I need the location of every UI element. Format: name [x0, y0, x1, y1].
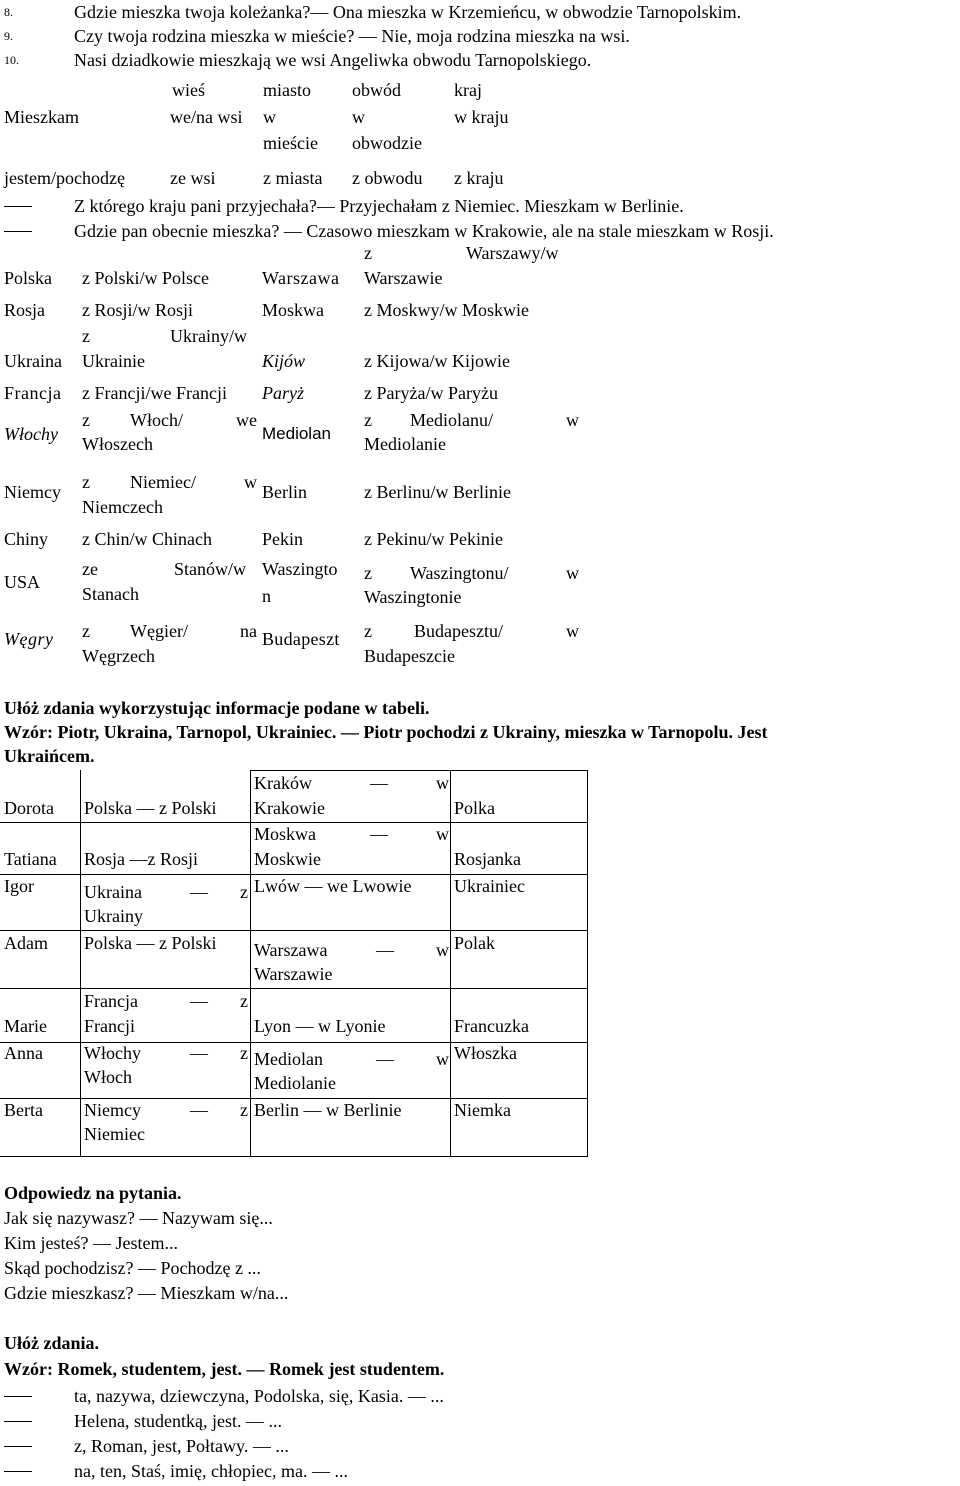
city-name: Kijów	[262, 351, 306, 371]
person-city-dash: —	[376, 1049, 394, 1069]
country-from-c: Ukrainie	[82, 351, 145, 371]
city-from-d: Mediolanie	[364, 434, 446, 454]
person-country-prep: z	[240, 882, 248, 902]
city-from-b: Mediolanu/	[410, 410, 493, 430]
country-from: z Francji/we Francji	[82, 383, 227, 403]
line-text: Nasi dziadkowie mieszkają we wsi Angeliwka obwodu Tarnopolskiego.	[74, 50, 592, 70]
country-name: Ukraina	[4, 351, 62, 371]
person-nationality: Polak	[454, 933, 496, 953]
person-country: Rosja —z Rosji	[84, 849, 199, 869]
task2-line: Jak się nazywasz? — Nazywam się...	[4, 1208, 273, 1228]
person-city-prep: w	[436, 773, 449, 793]
city-name: Paryż	[262, 383, 304, 403]
country-name: Włochy	[4, 424, 58, 444]
task3-example: Wzór: Romek, studentem, jest. — Romek jest studentem.	[4, 1359, 445, 1379]
cell-from-country: z kraju	[454, 168, 504, 188]
country-name: Polska	[4, 268, 53, 288]
person-city-a: Mediolan	[254, 1049, 323, 1069]
person-city-dash: —	[376, 940, 394, 960]
dash	[4, 1396, 32, 1397]
row-label-from: jestem/pochodzę	[4, 168, 125, 188]
person-city-b: Moskwie	[254, 849, 321, 869]
country-from-c: we	[236, 410, 257, 430]
dash	[4, 1421, 32, 1422]
person-country: Polska — z Polski	[84, 933, 217, 953]
person-name: Adam	[4, 933, 48, 953]
grid-line	[0, 1156, 588, 1157]
person-name: Tatiana	[4, 849, 57, 869]
country-from-b: Niemiec/	[130, 472, 196, 492]
city-name-b: n	[262, 586, 271, 606]
country-from-b: Ukrainy/w	[170, 326, 247, 346]
city-from-a: z	[364, 243, 372, 263]
task3-text: na, ten, Staś, imię, chłopiec, ma. — ...	[74, 1461, 348, 1481]
city-from-c: Warszawie	[364, 268, 443, 288]
person-name: Anna	[4, 1043, 43, 1063]
city-from-a: z	[364, 410, 372, 430]
person-country-dash: —	[190, 882, 208, 902]
dialog-text: Gdzie pan obecnie mieszka? — Czasowo mieszkam w Krakowie, ale na stale mieszkam w Rosji.	[74, 221, 774, 241]
cell-region-b: obwodzie	[352, 133, 422, 153]
country-name: Rosja	[4, 300, 46, 320]
header-country: kraj	[454, 80, 482, 100]
task1-example: Wzór: Piotr, Ukraina, Tarnopol, Ukrainiec. — Piotr pochodzi z Ukrainy, mieszka w Tarnopolu. Jest	[4, 722, 768, 742]
person-nationality: Rosjanka	[454, 849, 521, 869]
line-text: Gdzie mieszka twoja koleżanka?— Ona mieszka w Krzemieńcu, w obwodzie Tarnopolskim.	[74, 2, 742, 22]
line-number: 8.	[4, 5, 13, 19]
task1-title: Ułóż zdania wykorzystując informacje podane w tabeli.	[4, 698, 430, 718]
person-city: Berlin — w Berlinie	[254, 1100, 402, 1120]
country-from-a: z	[82, 472, 90, 492]
city-from-d: Waszingtonie	[364, 587, 462, 607]
country-name: Francja	[4, 383, 62, 403]
person-city-prep: w	[436, 1049, 449, 1069]
country-from-a: z	[82, 410, 90, 430]
person-city-dash: —	[370, 773, 388, 793]
city-name: Moskwa	[262, 300, 324, 320]
line-text: Czy twoja rodzina mieszka w mieście? — Nie, moja rodzina mieszka na wsi.	[74, 26, 630, 46]
city-from: z Berlinu/w Berlinie	[364, 482, 511, 502]
person-country-a: Niemcy	[84, 1100, 141, 1120]
city-name: Berlin	[262, 482, 307, 502]
city-name: Pekin	[262, 529, 304, 549]
task2-line: Kim jesteś? — Jestem...	[4, 1233, 178, 1253]
city-from-d: Budapeszcie	[364, 646, 455, 666]
person-country-a: Francja	[84, 991, 138, 1011]
person-nationality: Włoszka	[454, 1043, 517, 1063]
person-country-a: Włochy	[84, 1043, 141, 1063]
task2-line: Skąd pochodzisz? — Pochodzę z ...	[4, 1258, 261, 1278]
person-country-prep: z	[240, 1100, 248, 1120]
cell-from-region: z obwodu	[352, 168, 423, 188]
city-name: Mediolan	[262, 424, 331, 443]
person-country-b: Francji	[84, 1016, 135, 1036]
cell-village: we/na wsi	[170, 107, 243, 127]
country-from-b: Włoch/	[130, 410, 183, 430]
country-name: Węgry	[4, 629, 54, 649]
dash	[4, 206, 32, 207]
person-city: Lyon — w Lyonie	[254, 1016, 386, 1036]
person-country-dash: —	[190, 1043, 208, 1063]
person-city-prep: w	[436, 940, 449, 960]
country-from-d: Węgrzech	[82, 646, 155, 666]
country-from-d: Niemczech	[82, 497, 163, 517]
line-number: 9.	[4, 29, 13, 43]
city-from: z Kijowa/w Kijowie	[364, 351, 510, 371]
cell-region-a: w	[352, 107, 365, 127]
task3-title: Ułóż zdania.	[4, 1333, 100, 1353]
person-city: Lwów — we Lwowie	[254, 876, 412, 896]
row-label-live: Mieszkam	[4, 107, 79, 127]
cell-from-village: ze wsi	[170, 168, 216, 188]
person-city-b: Mediolanie	[254, 1073, 336, 1093]
city-name-a: Waszingto	[262, 559, 338, 579]
person-country-b: Ukrainy	[84, 906, 143, 926]
country-from-b: Węgier/	[130, 621, 188, 641]
country-name: Chiny	[4, 529, 49, 549]
person-city-prep: w	[436, 824, 449, 844]
grid-line	[0, 874, 588, 875]
person-country-prep: z	[240, 1043, 248, 1063]
task1-example-cont: Ukraińcem.	[4, 746, 95, 766]
person-country-dash: —	[190, 1100, 208, 1120]
line-number: 10.	[4, 53, 19, 67]
dash	[4, 231, 32, 232]
city-from-c: w	[566, 563, 579, 583]
person-nationality: Niemka	[454, 1100, 511, 1120]
person-city-a: Moskwa	[254, 824, 316, 844]
country-from-c: Stanach	[82, 584, 139, 604]
person-name: Dorota	[4, 798, 54, 818]
cell-city-a: w	[263, 107, 276, 127]
city-from: z Paryża/w Paryżu	[364, 383, 498, 403]
country-from-a: z	[82, 326, 90, 346]
header-village: wieś	[172, 80, 205, 100]
country-from-d: Włoszech	[82, 434, 153, 454]
dash	[4, 1471, 32, 1472]
person-city-b: Krakowie	[254, 798, 325, 818]
grid-line	[0, 930, 588, 931]
country-from-a: ze	[82, 559, 98, 579]
country-from-b: Stanów/w	[174, 559, 246, 579]
person-country: Polska — z Polski	[84, 798, 217, 818]
task2-title: Odpowiedz na pytania.	[4, 1183, 182, 1203]
country-name: Niemcy	[4, 482, 61, 502]
person-city-dash: —	[370, 824, 388, 844]
country-name: USA	[4, 572, 41, 592]
city-name: Budapeszt	[262, 629, 340, 649]
person-nationality: Francuzka	[454, 1016, 529, 1036]
grid-line	[0, 822, 588, 823]
person-city-a: Kraków	[254, 773, 312, 793]
person-nationality: Ukrainiec	[454, 876, 525, 896]
person-country-dash: —	[190, 991, 208, 1011]
grid-line	[450, 770, 588, 771]
city-from-b: Warszawy/w	[466, 243, 559, 263]
task3-text: ta, nazywa, dziewczyna, Podolska, się, Kasia. — ...	[74, 1386, 444, 1406]
city-from-c: w	[566, 621, 579, 641]
city-from: z Pekinu/w Pekinie	[364, 529, 503, 549]
header-region: obwód	[352, 80, 401, 100]
city-from-a: z	[364, 621, 372, 641]
city-from-b: Budapesztu/	[414, 621, 503, 641]
person-country-a: Ukraina	[84, 882, 142, 902]
dash	[4, 1446, 32, 1447]
country-from-a: z	[82, 621, 90, 641]
country-from: z Polski/w Polsce	[82, 268, 210, 288]
city-from-b: Waszingtonu/	[410, 563, 509, 583]
person-city-b: Warszawie	[254, 964, 333, 984]
task3-text: Helena, studentką, jest. — ...	[74, 1411, 282, 1431]
grid-line	[250, 770, 450, 771]
city-from-c: w	[566, 410, 579, 430]
city-name: Warszawa	[262, 268, 340, 288]
cell-city-b: mieście	[263, 133, 318, 153]
country-from-c: na	[240, 621, 257, 641]
country-from-c: w	[244, 472, 257, 492]
person-name: Igor	[4, 876, 34, 896]
person-name: Berta	[4, 1100, 43, 1120]
person-country-b: Niemiec	[84, 1124, 145, 1144]
grid-line	[0, 988, 588, 989]
cell-country: w kraju	[454, 107, 509, 127]
person-nationality: Polka	[454, 798, 496, 818]
cell-from-city: z miasta	[263, 168, 323, 188]
grid-line	[0, 1098, 588, 1099]
city-from: z Moskwy/w Moskwie	[364, 300, 529, 320]
dialog-text: Z którego kraju pani przyjechała?— Przyjechałam z Niemiec. Mieszkam w Berlinie.	[74, 196, 684, 216]
country-from: z Chin/w Chinach	[82, 529, 212, 549]
person-country-b: Włoch	[84, 1067, 132, 1087]
person-name: Marie	[4, 1016, 47, 1036]
country-from: z Rosji/w Rosji	[82, 300, 194, 320]
city-from-a: z	[364, 563, 372, 583]
task3-text: z, Roman, jest, Połtawy. — ...	[74, 1436, 289, 1456]
header-city: miasto	[263, 80, 311, 100]
person-city-a: Warszawa	[254, 940, 328, 960]
task2-line: Gdzie mieszkasz? — Mieszkam w/na...	[4, 1283, 289, 1303]
person-country-prep: z	[240, 991, 248, 1011]
